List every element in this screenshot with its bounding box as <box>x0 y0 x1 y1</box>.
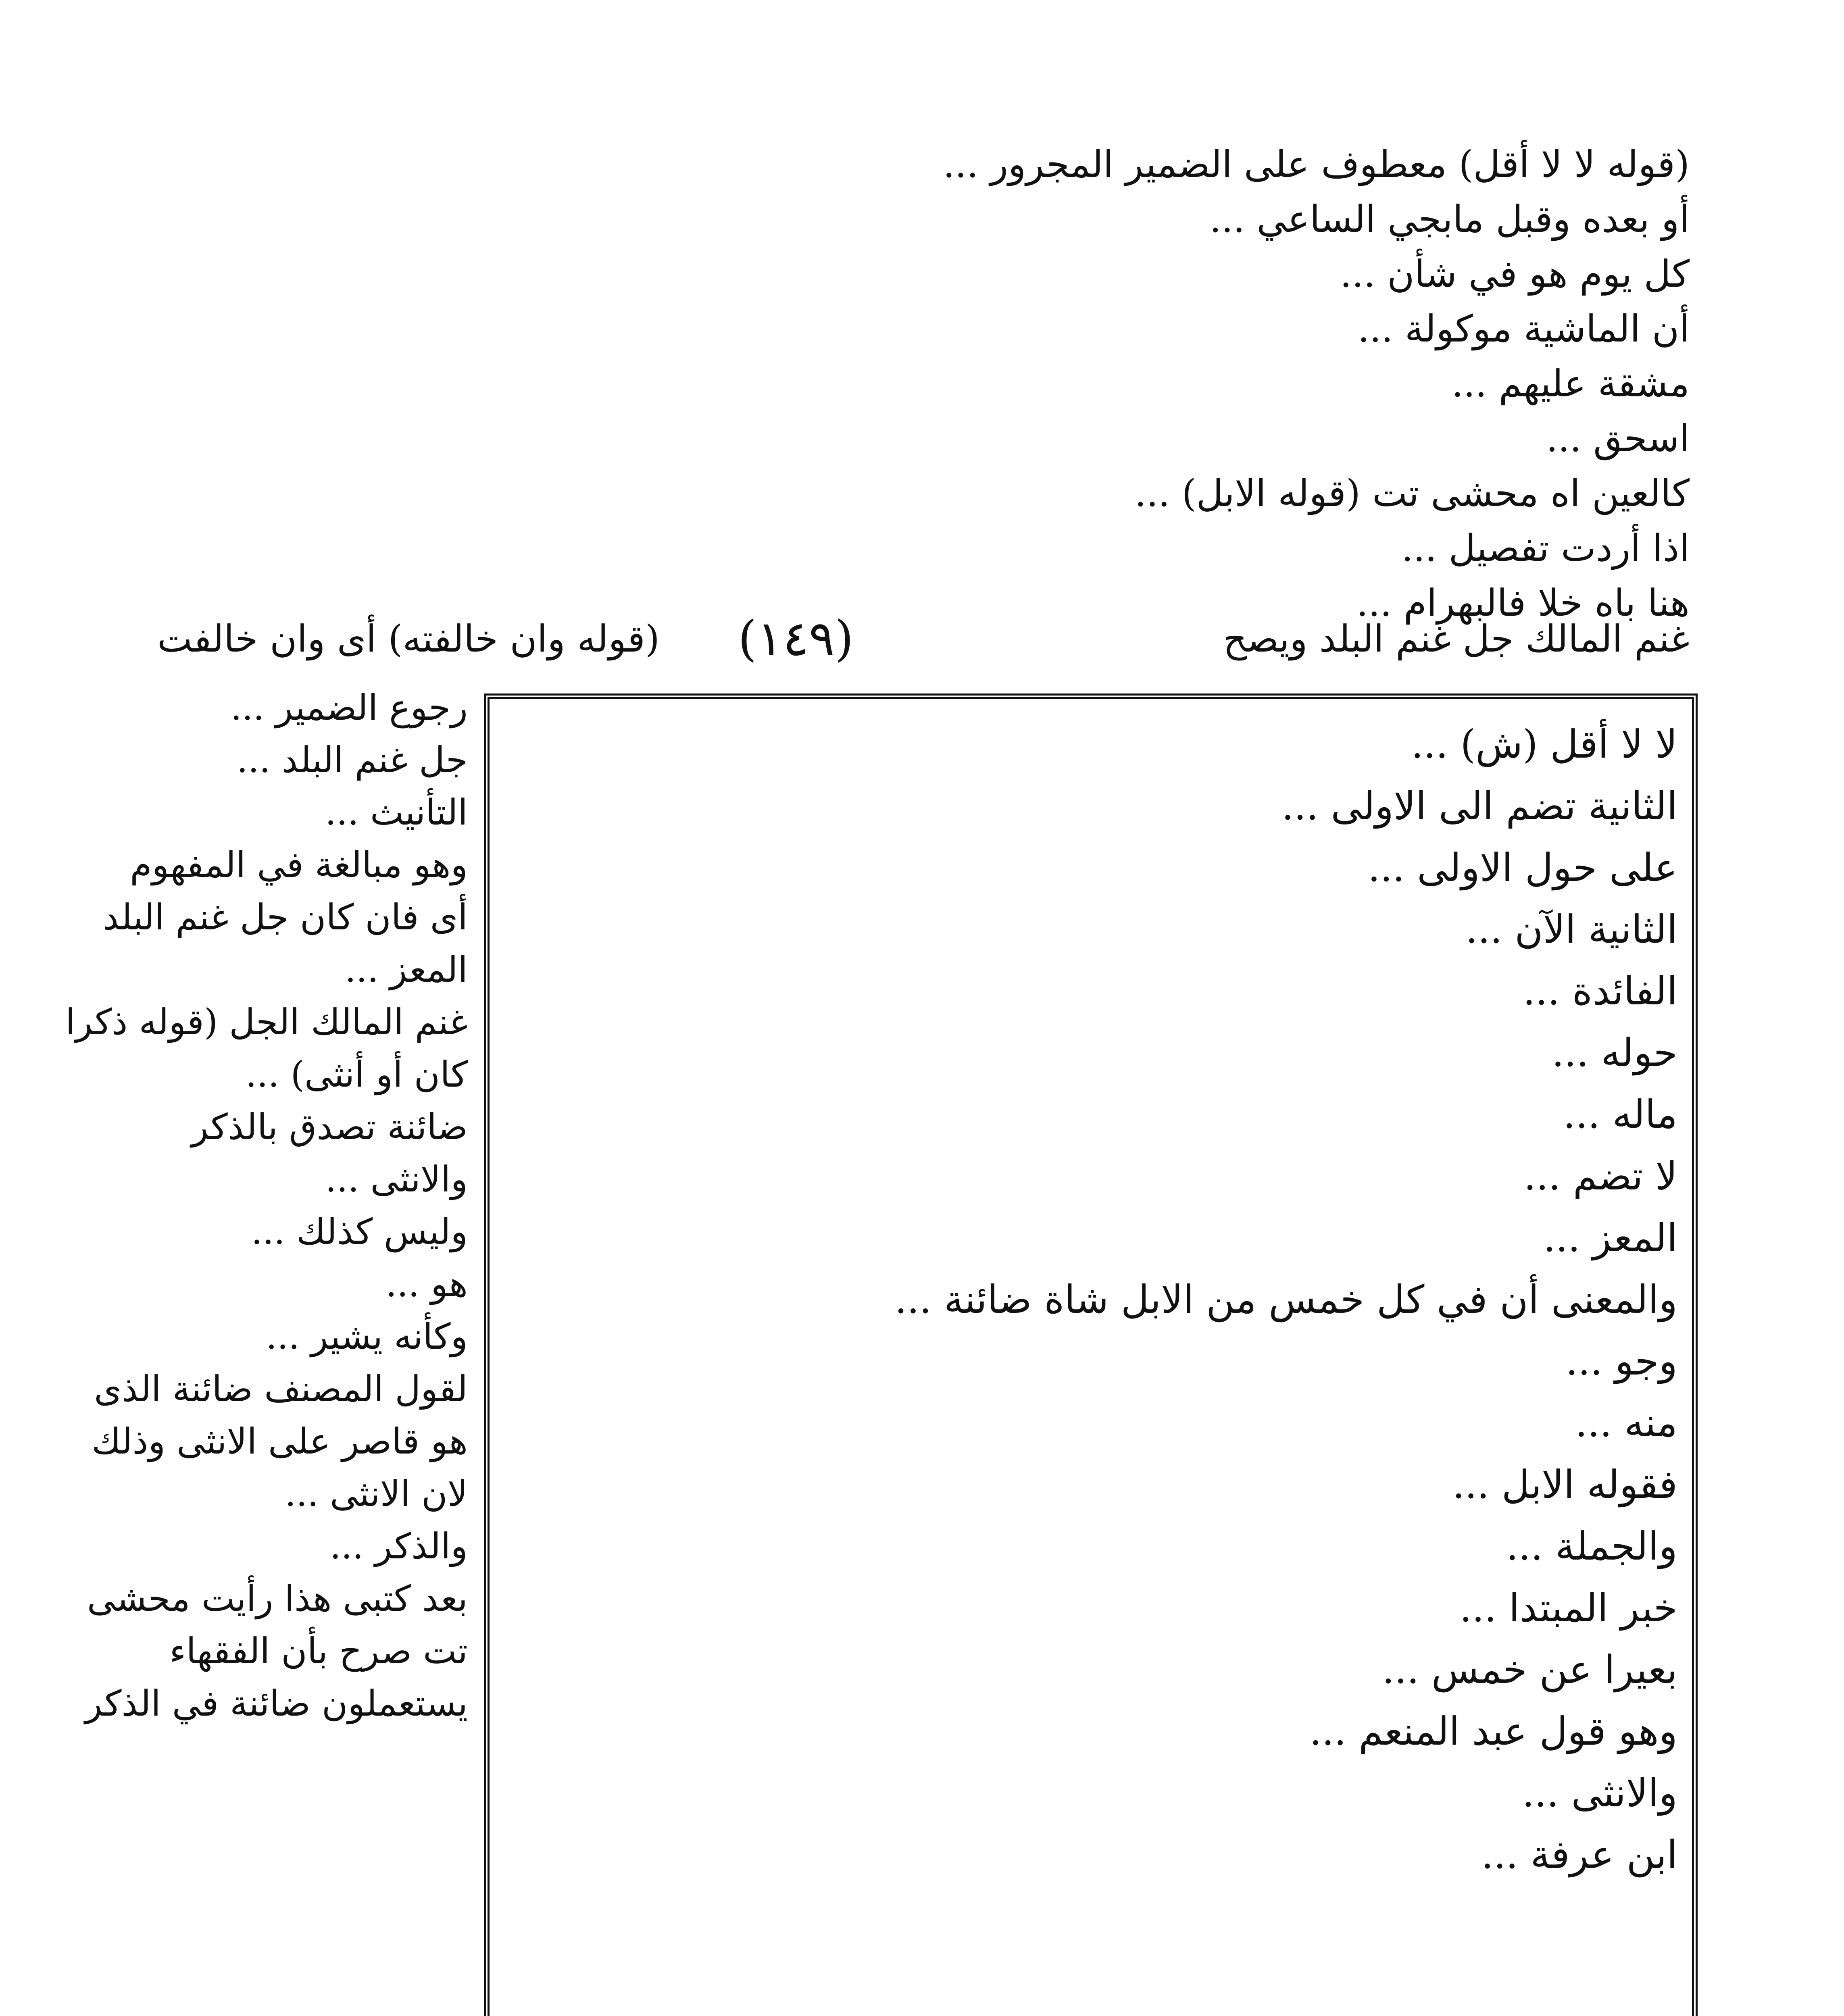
header-line: (قوله لا لا أقل) معطوف على الضمير المجرور ... <box>943 143 1690 186</box>
page-number-row-right-text: غنم المالك جل غنم البلد ويصح <box>1223 617 1690 660</box>
side-line: هو ... <box>385 1263 468 1305</box>
side-line: وليس كذلك ... <box>251 1211 468 1252</box>
side-line: التأنيث ... <box>325 791 468 833</box>
side-line: بعد كتبى هذا رأيت محشى <box>87 1578 468 1619</box>
main-line: والمعنى أن في كل خمس من الابل شاة ضائنة ... <box>894 1277 1677 1322</box>
main-line: لا لا أقل (ش) ... <box>1411 722 1677 767</box>
header-line: اسحق ... <box>1546 417 1690 460</box>
main-line: بعيرا عن خمس ... <box>1382 1647 1677 1692</box>
page-number-row-left-text: (قوله وان خالفته) أى وان خالفت <box>157 617 660 660</box>
main-line: منه ... <box>1575 1400 1677 1445</box>
side-line: يستعملون ضائنة في الذكر <box>85 1683 468 1724</box>
header-line: أن الماشية موكولة ... <box>1357 307 1690 350</box>
side-line: وهو مبالغة في المفهوم <box>130 844 468 885</box>
main-line: ابن عرفة ... <box>1481 1832 1677 1877</box>
main-line: وهو قول عبد المنعم ... <box>1309 1709 1677 1754</box>
header-line: كالعين اه محشى تت (قوله الابل) ... <box>1134 472 1690 515</box>
main-line: الثانية الآن ... <box>1465 907 1677 952</box>
side-line: تت صرح بأن الفقهاء <box>169 1630 468 1672</box>
header-line: هنا باه خلا فالبهرام ... <box>1356 581 1690 625</box>
side-line: والذكر ... <box>329 1525 468 1567</box>
main-line: فقوله الابل ... <box>1452 1462 1677 1507</box>
side-line: هو قاصر على الانثى وذلك <box>92 1420 468 1462</box>
header-commentary <box>133 137 1690 631</box>
header-line: اذا أردت تفصيل ... <box>1401 527 1690 570</box>
main-line: على حول الاولى ... <box>1368 845 1677 890</box>
side-line: المعز ... <box>344 949 468 990</box>
side-line: والانثى ... <box>325 1158 468 1200</box>
side-line: ضائنة تصدق بالذكر <box>191 1106 468 1148</box>
main-line: حوله ... <box>1552 1030 1677 1075</box>
main-line: والجملة ... <box>1506 1524 1677 1569</box>
page-number-row <box>133 613 1690 665</box>
header-line: أو بعده وقبل مابجي الساعي ... <box>1209 198 1690 241</box>
main-line: المعز ... <box>1543 1215 1677 1260</box>
side-line: غنم المالك الجل (قوله ذكرا <box>65 1001 468 1043</box>
main-text <box>504 714 1677 1886</box>
side-line: كان أو أنثى) ... <box>245 1054 468 1095</box>
main-line: والانثى ... <box>1522 1770 1677 1816</box>
page-number: (١٤٩) <box>738 611 854 667</box>
main-line: خبر المبتدا ... <box>1459 1585 1677 1631</box>
side-line: لقول المصنف ضائنة الذى <box>94 1368 468 1410</box>
header-line: كل يوم هو في شأن ... <box>1340 252 1690 296</box>
main-line: لا تضم ... <box>1523 1154 1677 1199</box>
main-line: الثانية تضم الى الاولى ... <box>1281 783 1677 829</box>
side-line: وكأنه يشير ... <box>266 1316 468 1357</box>
header-line: مشقة عليهم ... <box>1451 362 1690 405</box>
main-line: وجو ... <box>1565 1339 1677 1384</box>
side-line: جل غنم البلد ... <box>236 739 468 781</box>
side-line: أى فان كان جل غنم البلد <box>102 896 468 938</box>
side-line: لان الانثى ... <box>285 1473 468 1514</box>
side-commentary <box>65 681 468 1730</box>
main-line: الفائدة ... <box>1523 968 1677 1014</box>
side-line: رجوع الضمير ... <box>230 687 468 728</box>
main-line: ماله ... <box>1563 1092 1677 1137</box>
